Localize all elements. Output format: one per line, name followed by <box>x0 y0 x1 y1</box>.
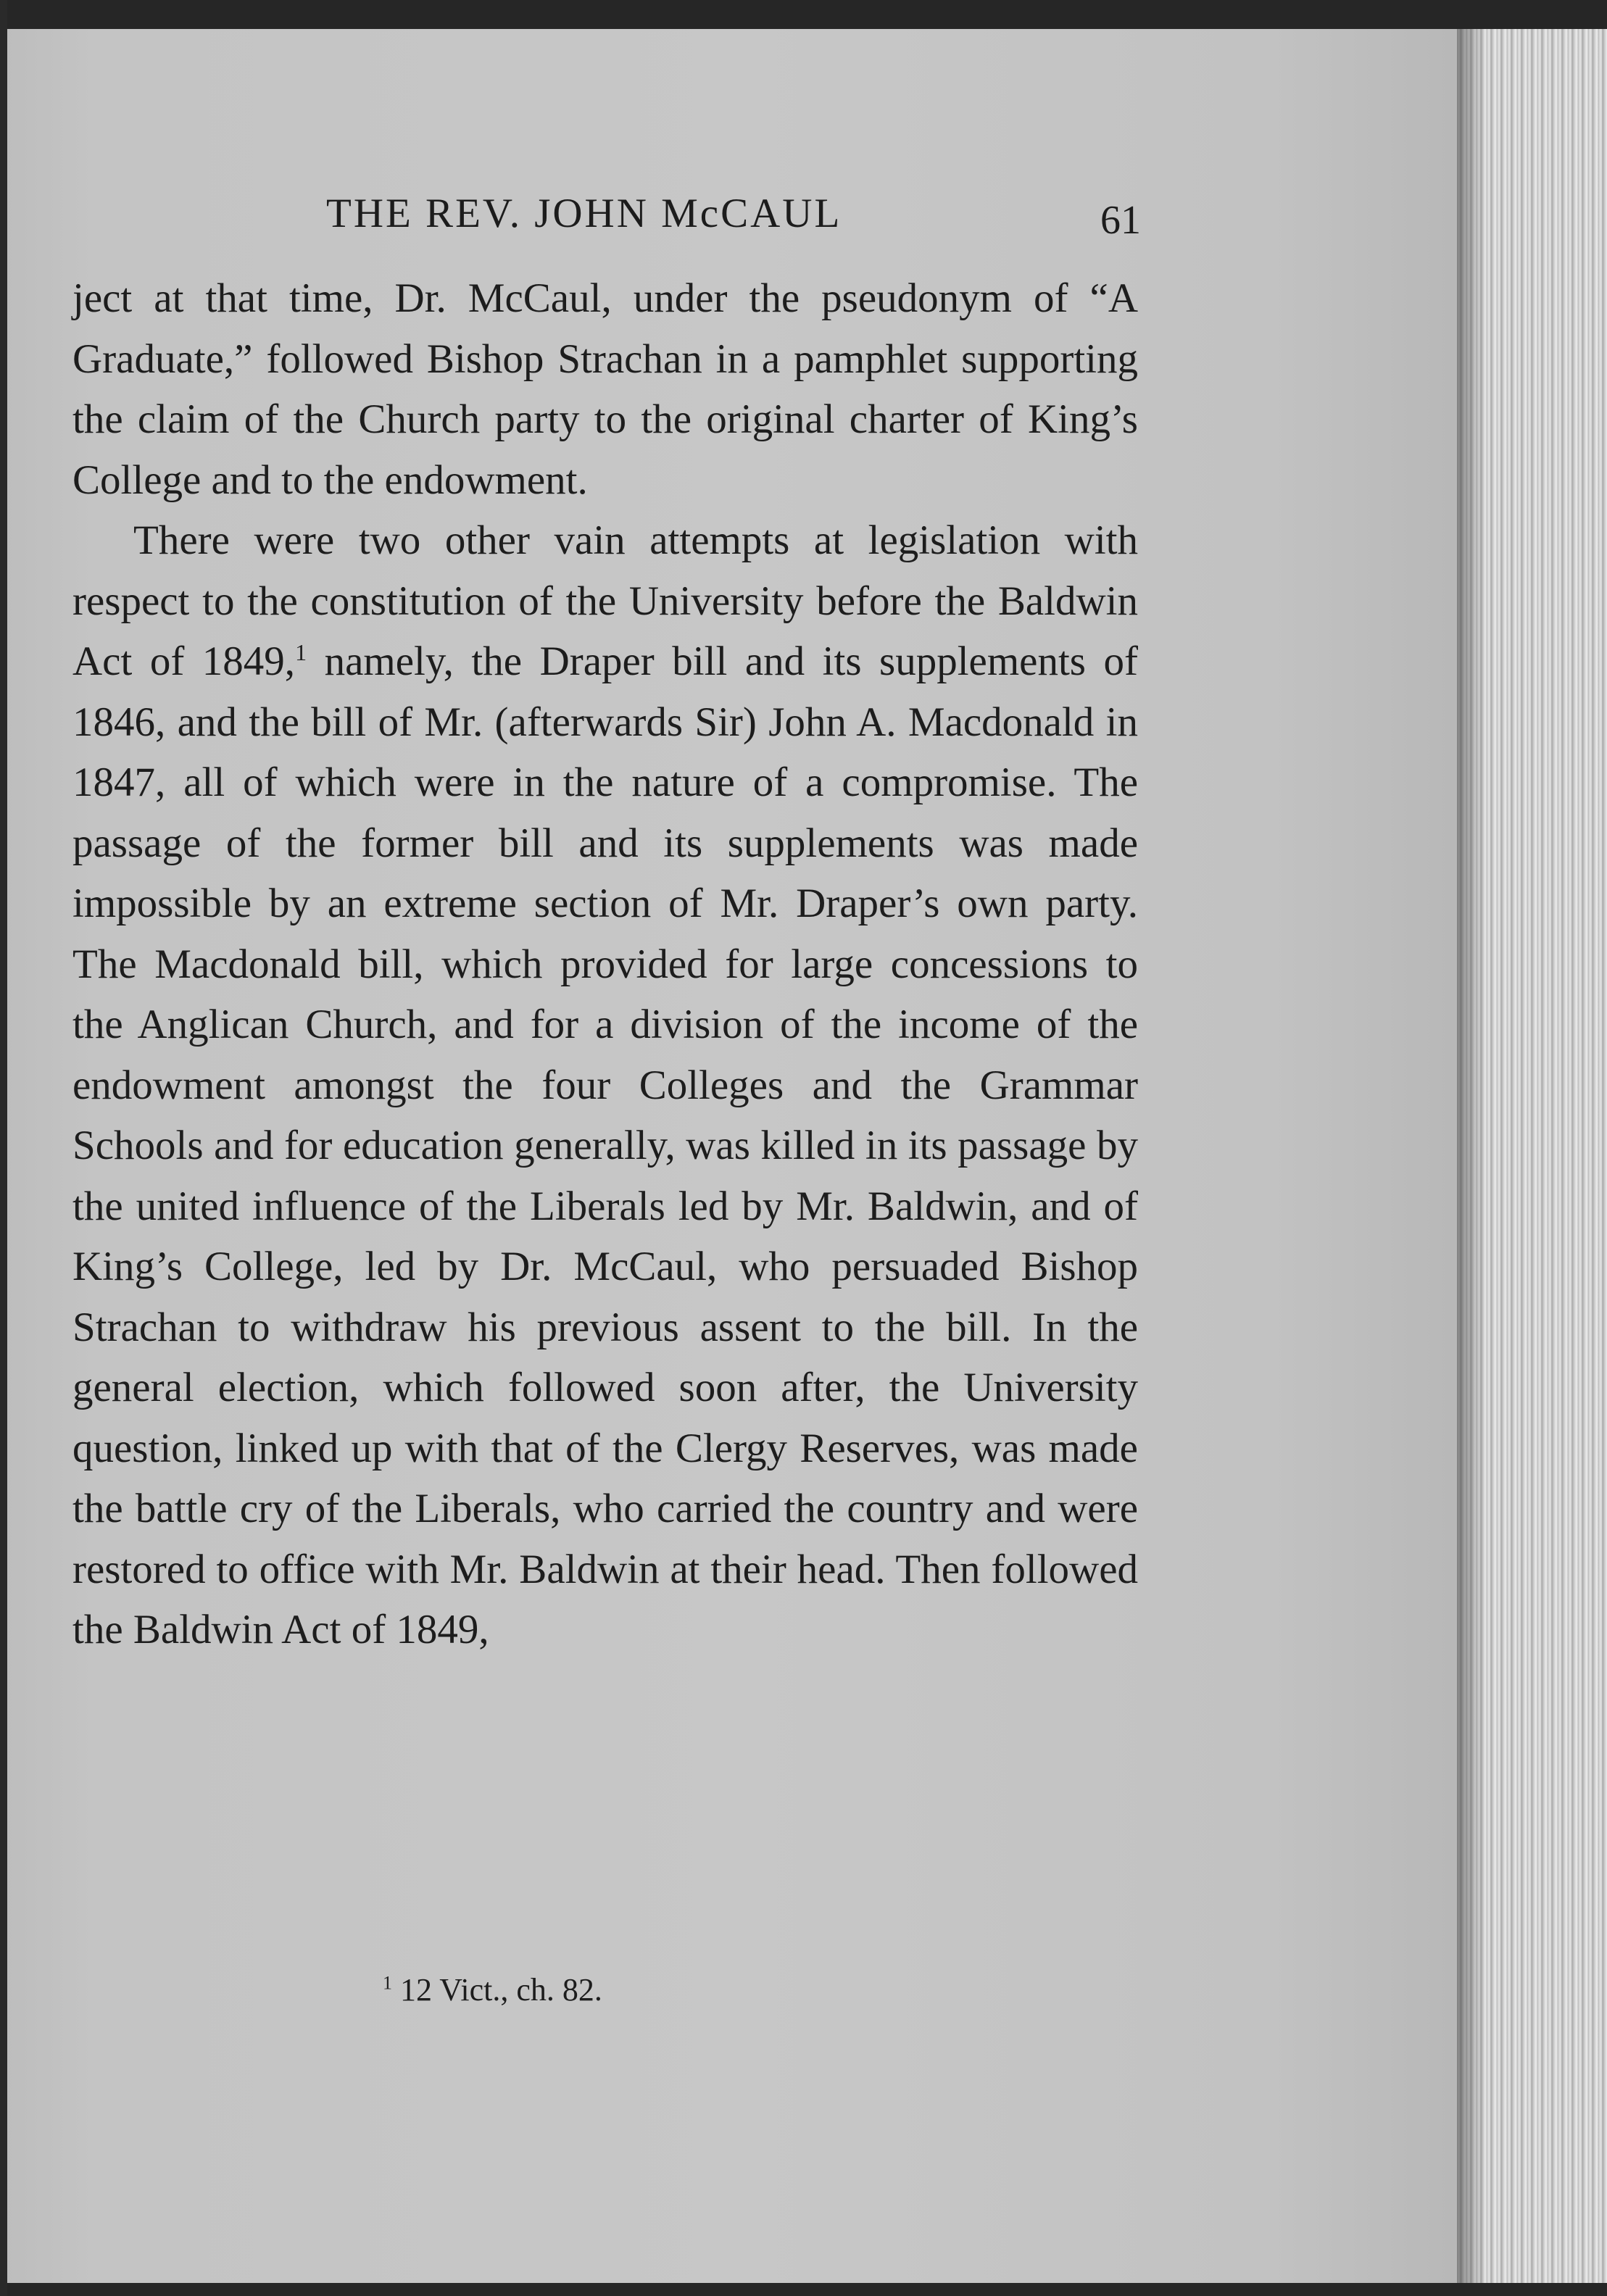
scan-top-border <box>0 0 1607 29</box>
page-edge-shadow <box>1457 26 1486 2286</box>
paragraph-2 <box>72 510 1138 1660</box>
footnote-reference: 1 <box>295 639 307 665</box>
body-text <box>72 268 1138 1660</box>
scan-left-border <box>0 0 7 2296</box>
paragraph-1: ject at that time, Dr. McCaul, under the pseudonym of “A Graduate,” followed Bishop Strachan in a pamphlet supporting the claim of the Church party to the original charter of King’s College and to the endowment. <box>72 275 1138 503</box>
running-head: THE REV. JOHN McCAUL <box>326 191 842 236</box>
footnote <box>383 1971 602 2008</box>
paragraph-2-part-1: There were two other vain attempts at legislation with respect to the constitution of the University before the Baldwin Act of 1849, <box>72 517 1138 684</box>
footnote-text: 12 Vict., ch. 82. <box>400 1972 602 2008</box>
footnote-marker: 1 <box>383 1972 392 1994</box>
page-number: 61 <box>1100 198 1141 243</box>
scan-bottom-border <box>0 2283 1607 2296</box>
paragraph-2-part-2: namely, the Draper bill and its supplements of 1846, and the bill of Mr. (afterwards Sir) John A. Macdonald in 1847, all of which were in the nature of a compromise. The passage of the former bill and its supplements was made impossible by an extreme section of Mr. Draper’s own party. The Macdonald bill, which provided for large concessions to the Anglican Church, and for a division of the income of the endowment amongst the four Colleges and the Grammar Schools and for education generally, was killed in its passage by the united influence of the Liberals led by Mr. Baldwin, and of King’s College, led by Dr. McCaul, who persuaded Bishop Strachan to withdraw his previous assent to the bill. In the general election, which followed soon after, the University question, linked up with that of the Clergy Reserves, was made the battle cry of the Liberals, who carried the country and were restored to office with Mr. Baldwin at their head. Then followed the Baldwin Act of 1849, <box>72 639 1138 1652</box>
